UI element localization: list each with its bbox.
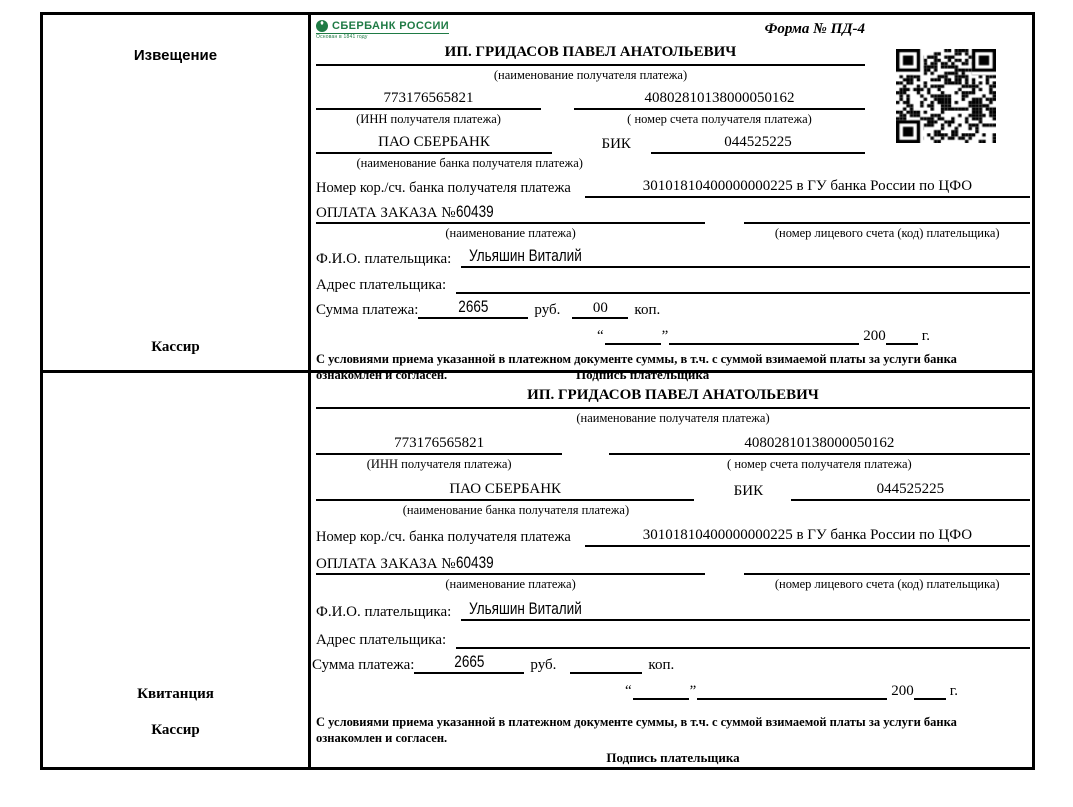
fio-value: Ульяшин Виталий: [469, 600, 583, 618]
payment-name-row: [316, 547, 1030, 575]
inn-caption: (ИНН получателя платежа): [356, 112, 501, 126]
sum-kop-value-line: 00: [572, 300, 628, 319]
notice-label: Извещение: [133, 47, 218, 64]
agreement-line1: С условиями приема указанной в платежном документе суммы, в т.ч. с суммой взимаемой платы за услуги банка: [316, 352, 957, 366]
bik-label: БИК: [601, 136, 631, 152]
recipient-name: ИП. ГРИДАСОВ ПАВЕЛ АНАТОЛЬЕВИЧ: [316, 387, 1030, 409]
rub-label: руб.: [534, 302, 561, 318]
payment-number: 60439: [455, 554, 494, 572]
date-day-line: [605, 343, 661, 345]
sum-row: [312, 649, 1030, 674]
payment-caption: (наименование платежа): [445, 577, 576, 591]
korr-row: [316, 519, 1030, 547]
korr-label: Номер кор./сч. банка получателя платежа: [316, 180, 571, 196]
account-value: 40802810138000050162: [574, 90, 865, 110]
sberbank-logo-lockup: [316, 20, 449, 34]
fio-value-line: [461, 600, 1030, 621]
kop-label: коп.: [648, 657, 675, 673]
spacer: [562, 457, 608, 473]
rub-label: руб.: [530, 657, 557, 673]
notice-header-row: [316, 18, 865, 44]
date-year-line: [886, 343, 918, 345]
kop-label: коп.: [634, 302, 661, 318]
personal-account-line: [744, 198, 1030, 224]
bank-bik-row: [316, 473, 1030, 501]
fio-value-line: [461, 247, 1030, 268]
sum-kop-value-line: [570, 672, 642, 674]
korr-row: [316, 172, 1030, 198]
year-suffix: г.: [949, 683, 958, 699]
inn-value: 773176565821: [316, 435, 562, 455]
inn-account-captions: [316, 455, 1030, 473]
address-row: [316, 268, 1030, 294]
sberbank-emblem-icon: [316, 20, 328, 32]
payment-name-row: [316, 198, 1030, 224]
recipient-caption: (наименование получателя платежа): [576, 411, 770, 425]
payment-caption: (наименование платежа): [445, 226, 576, 240]
qr-code: [896, 49, 996, 143]
form-number-label: Форма № ПД-4: [764, 21, 865, 37]
recipient-name: ИП. ГРИДАСОВ ПАВЕЛ АНАТОЛЬЕВИЧ: [316, 44, 865, 66]
spacer: [705, 226, 744, 242]
date-year-line: [914, 698, 946, 700]
spacer: [541, 112, 574, 128]
sum-rub-value-line: [414, 653, 524, 674]
cashier-label: Кассир: [151, 722, 200, 738]
notice-section: [43, 15, 1032, 382]
spacer: [705, 577, 744, 593]
year-prefix: 200: [863, 328, 886, 344]
address-value-line: [456, 292, 1030, 294]
agreement-text: [316, 714, 1030, 746]
address-value-line: [456, 647, 1030, 649]
sberbank-logo-text: СБЕРБАНК РОССИИ: [332, 19, 450, 32]
quote-open: “: [596, 328, 604, 344]
inn-account-row: [316, 84, 865, 110]
fio-label: Ф.И.О. плательщика:: [316, 604, 452, 620]
sum-row: [316, 294, 1030, 319]
payment-captions: [316, 575, 1030, 593]
personal-account-caption: (номер лицевого счета (код) плательщика): [774, 577, 1000, 591]
signature-label: Подпись плательщика: [606, 750, 740, 765]
year-suffix: г.: [921, 328, 930, 344]
korr-value: 30101810400000000225 в ГУ банка России по ЦФО: [585, 527, 1030, 547]
inn-caption: (ИНН получателя платежа): [366, 457, 512, 471]
payment-number: 60439: [455, 203, 494, 221]
inn-account-captions: [316, 110, 865, 128]
agreement-line1: С условиями приема указанной в платежном документе суммы, в т.ч. с суммой взимаемой платы за услуги банка: [316, 715, 957, 729]
year-prefix: 200: [891, 683, 914, 699]
personal-account-caption: (номер лицевого счета (код) плательщика): [774, 226, 1000, 240]
sum-rub-value: 2665: [454, 653, 485, 671]
date-month-line: [669, 343, 859, 345]
payment-name-value: [316, 554, 705, 575]
receipt-label: Квитанция: [137, 686, 214, 702]
payment-prefix: ОПЛАТА ЗАКАЗА №: [316, 556, 456, 572]
bank-name-value: ПАО СБЕРБАНК: [316, 134, 552, 154]
receipt-body: [311, 373, 1032, 767]
bank-name-value: ПАО СБЕРБАНК: [316, 481, 694, 501]
account-caption: ( номер счета получателя платежа): [627, 112, 812, 126]
sum-label: Сумма платежа:: [312, 657, 415, 673]
notice-recipient-block: [316, 18, 865, 172]
address-label: Адрес плательщика:: [316, 277, 447, 293]
recipient-caption: (наименование получателя платежа): [493, 68, 688, 82]
account-caption: ( номер счета получателя платежа): [727, 457, 912, 471]
receipt-section: [43, 373, 1032, 767]
sum-rub-value: 2665: [458, 298, 489, 316]
quote-open: “: [624, 683, 632, 699]
fio-label: Ф.И.О. плательщика:: [316, 251, 452, 267]
fio-value: Ульяшин Виталий: [469, 247, 583, 265]
bank-caption: (наименование банка получателя платежа): [356, 156, 583, 170]
payment-name-value: [316, 203, 705, 224]
receipt-left-cell: [43, 373, 311, 767]
payment-prefix: ОПЛАТА ЗАКАЗА №: [316, 205, 456, 221]
inn-account-row: [316, 427, 1030, 455]
sum-label: Сумма платежа:: [316, 302, 419, 318]
date-row: [316, 674, 958, 700]
date-month-line: [697, 698, 887, 700]
bik-label: БИК: [733, 483, 764, 499]
agreement-line2-text: ознакомлен и согласен.: [316, 368, 448, 382]
bik-value: 044525225: [651, 134, 865, 154]
fio-row: [316, 242, 1030, 268]
quote-close: ”: [689, 683, 697, 699]
address-row: [316, 621, 1030, 649]
account-value: 40802810138000050162: [609, 435, 1030, 455]
quote-close: ”: [661, 328, 669, 344]
fio-row: [316, 593, 1030, 621]
bank-caption: (наименование банка получателя платежа): [402, 503, 630, 517]
payment-captions: [316, 224, 1030, 242]
bik-value: 044525225: [791, 481, 1030, 501]
personal-account-line: [744, 547, 1030, 575]
korr-value: 30101810400000000225 в ГУ банка России по ЦФО: [585, 178, 1030, 198]
form-table: [40, 12, 1035, 770]
inn-value: 773176565821: [316, 90, 541, 110]
cashier-label: Кассир: [151, 339, 200, 355]
sberbank-logo-tagline: Основан в 1841 году: [316, 34, 368, 40]
agreement-line2: ознакомлен и согласен.: [316, 731, 448, 745]
sum-rub-value-line: [418, 298, 528, 319]
notice-body: [311, 15, 1032, 382]
address-label: Адрес плательщика:: [316, 632, 447, 648]
signature-label: Подпись плательщика: [576, 367, 710, 382]
korr-label: Номер кор./сч. банка получателя платежа: [316, 529, 571, 545]
bank-bik-row: [316, 128, 865, 154]
notice-left-cell: [43, 15, 311, 370]
date-day-line: [633, 698, 689, 700]
sberbank-logo: [316, 18, 449, 40]
date-row: [316, 319, 930, 345]
